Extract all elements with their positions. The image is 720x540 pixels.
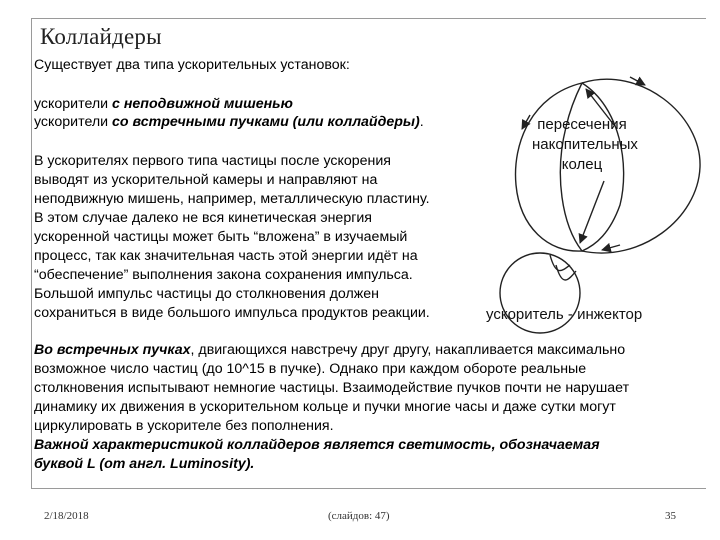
arrow-to-bottom-intersection	[580, 181, 604, 243]
paragraph-line: выводят из ускорительной камеры и направляют на	[34, 172, 378, 188]
type-suffix: .	[419, 114, 424, 130]
colliding-rest: , двигающихся навстречу друг другу, накапливается максимально	[190, 342, 626, 358]
conclusion-line: Важной характеристикой коллайдеров является светимость, обозначаемая	[34, 437, 600, 453]
paragraph-line: процесс, так как значительная часть этой энергии идёт на	[34, 248, 418, 264]
footer-page-number: 35	[665, 510, 676, 522]
paragraph-line: “обеспечение” выполнения закона сохранения импульса.	[34, 267, 413, 283]
paragraph-line: Большой импульс частицы до столкновения должен	[34, 286, 379, 302]
injector-label: ускоритель - инжектор	[486, 306, 643, 323]
intersection-label-line: накопительных	[532, 136, 638, 153]
paragraph-line: В этом случае далеко не вся кинетическая энергия	[34, 210, 372, 226]
type-prefix: ускорители	[34, 96, 113, 112]
paragraph-line: циркулировать в ускорителе без пополнения.	[34, 418, 334, 434]
paragraph-line: ускоренной частицы может быть “вложена” в изучаемый	[34, 229, 408, 245]
intersection-label	[532, 115, 638, 175]
intersection-label-line: пересечения	[537, 116, 627, 133]
rings-svg	[470, 55, 720, 335]
slide-title: Коллайдеры	[40, 24, 162, 49]
paragraph-line: неподвижную мишень, например, металлическую пластину.	[34, 191, 430, 207]
frame-top-line	[31, 18, 706, 19]
arrow-ring-top	[630, 77, 645, 85]
type-emph: со встречными пучками (или коллайдеры)	[112, 114, 420, 130]
paragraph-line: возможное число частиц (до 10^15 в пучке). Однако при каждом обороте реальные	[34, 361, 587, 377]
paragraph-line	[34, 341, 625, 360]
paragraph-line: динамику их движения в ускорительном кольце и пучки многие часы и даже сутки могут	[34, 399, 616, 415]
footer-date: 2/18/2018	[44, 510, 89, 522]
frame-bottom-line	[31, 488, 706, 489]
intersection-label-line: колец	[561, 156, 603, 173]
colliding-emph: Во встречных пучках	[34, 342, 191, 358]
frame-left-line	[31, 18, 32, 488]
type-emph: с неподвижной мишенью	[112, 96, 293, 112]
paragraph-line: столкновения испытывают немногие частицы. Взаимодействие пучков почти не нарушает	[34, 380, 630, 396]
arrow-ring-bottom	[602, 245, 620, 250]
footer-slide-count: (слайдов: 47)	[328, 510, 390, 522]
intro-line: Существует два типа ускорительных установок:	[34, 57, 350, 73]
type-fixed-target	[34, 95, 293, 114]
paragraph-line: сохраниться в виде большого импульса продуктов реакции.	[34, 305, 430, 321]
collider-rings-diagram	[470, 55, 720, 335]
type-colliding	[34, 113, 424, 132]
conclusion-line: буквой L (от англ. Luminosity).	[34, 456, 255, 472]
type-prefix: ускорители	[34, 114, 113, 130]
paragraph-line: В ускорителях первого типа частицы после ускорения	[34, 153, 391, 169]
